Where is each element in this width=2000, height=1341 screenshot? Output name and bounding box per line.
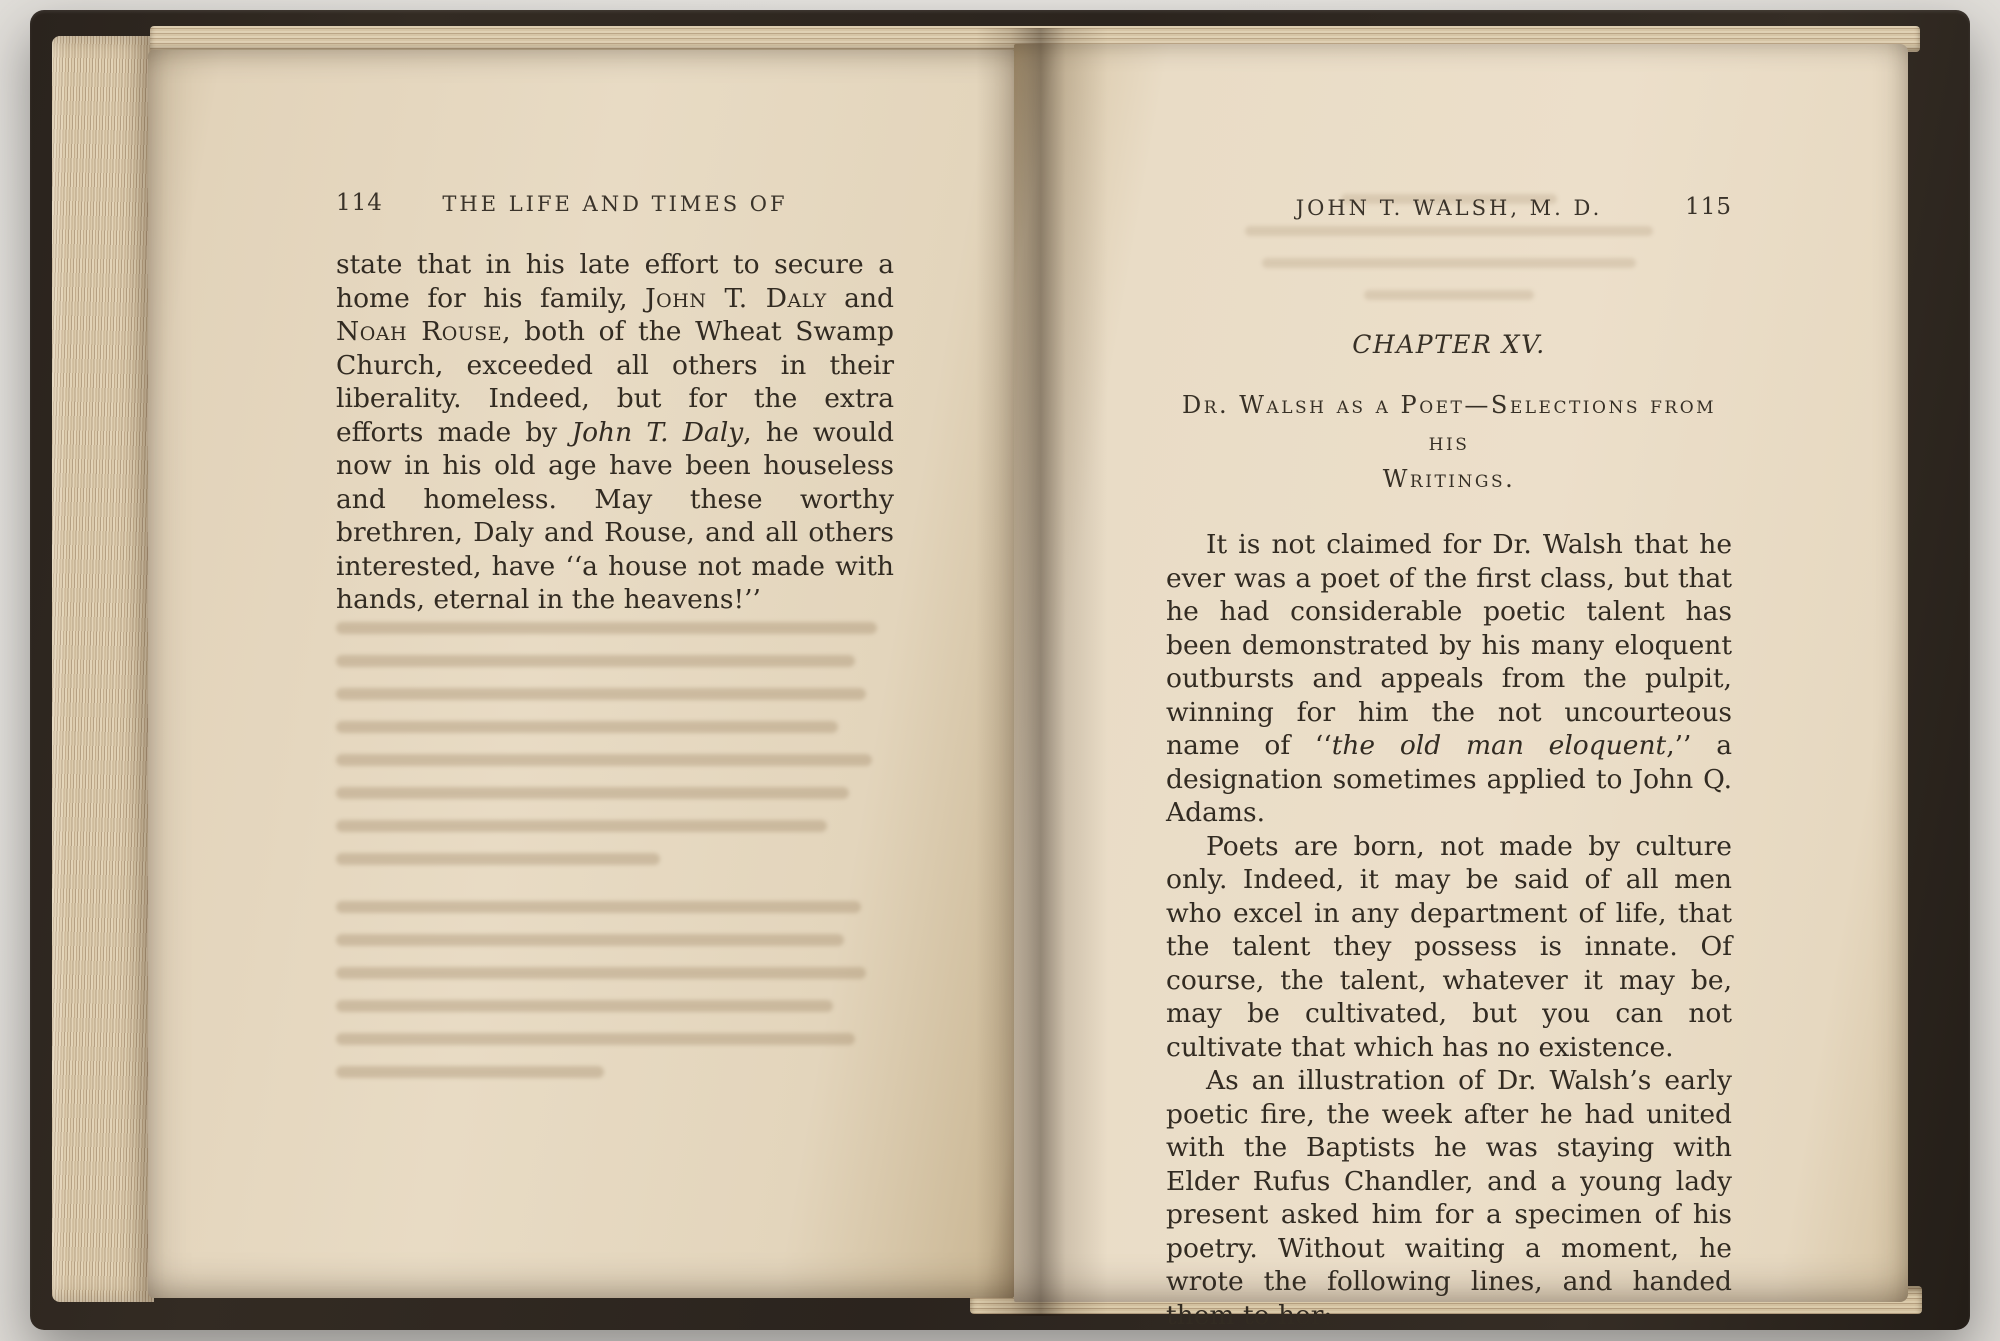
right-page-paragraph-2: Poets are born, not made by culture only. Indeed, it may be said of all men who excel in any department of life, that the talent they possess is innate. Of course, the talent, whatever it may be, may be cultivated, but you can not cultivate that which has no existence. [1166, 830, 1732, 1063]
person-name-smallcaps: John T. Daly [645, 282, 827, 314]
left-page-number: 114 [336, 190, 383, 216]
paragraph-text: , he would now in his old age have been houseless and homeless. May these worthy brethren, Daly and Rouse, and all others interested, have ‘‘a house not made with hands, eternal in the heavens!’’ [336, 416, 894, 615]
right-page-number: 115 [1685, 194, 1732, 220]
paragraph-text: ,’’ a designation sometimes applied to John Q. Adams. [1166, 730, 1732, 828]
right-page-header [1166, 194, 1732, 226]
paragraph-text: and [826, 282, 894, 314]
paragraph-text: state that in his late effort to secure a home for his family, [336, 249, 894, 314]
page-edges-left [52, 36, 154, 1302]
chapter-subtitle-line2: Writings. [1382, 465, 1516, 493]
right-page-paragraph-3: As an illustration of Dr. Walsh’s early poetic fire, the week after he had united with the Baptists he was staying with Elder Rufus Chandler, and a young lady present asked him for a specimen of his poetry. Without waiting a moment, he wrote the following lines, and handed them to her: [1166, 1065, 1732, 1331]
right-page-paragraph-1 [1166, 528, 1732, 830]
paragraph-text: , both of the Wheat Swamp Church, exceeded all others in their liberality. Indeed, but for the extra efforts made by [336, 316, 894, 448]
epithet-italic: the old man eloquent [1331, 730, 1667, 761]
chapter-subtitle-line1: Dr. Walsh as a Poet—Selections from his [1181, 391, 1717, 456]
book [30, 10, 1970, 1330]
person-name-italic: John T. Daly [571, 416, 744, 448]
left-running-header: THE LIFE AND TIMES OF [442, 192, 788, 216]
chapter-heading: CHAPTER XV. [1352, 330, 1546, 359]
right-running-header: JOHN T. WALSH, M. D. [1295, 196, 1603, 220]
show-through-text-left [336, 622, 894, 1099]
right-page [1014, 44, 1908, 1331]
left-page-paragraph [336, 248, 894, 617]
left-page [148, 50, 1014, 1298]
person-name-smallcaps: Noah Rouse [336, 316, 503, 347]
paragraph-text: It is not claimed for Dr. Walsh that he ever was a poet of the first class, but that he had considerable poetic talent has been demonstrated by his many eloquent outbursts and appeals from the pulpit, winning for him the not uncourteous name of ‘‘ [1166, 529, 1732, 761]
chapter-subtitle [1166, 387, 1732, 498]
left-page-header [336, 190, 894, 222]
